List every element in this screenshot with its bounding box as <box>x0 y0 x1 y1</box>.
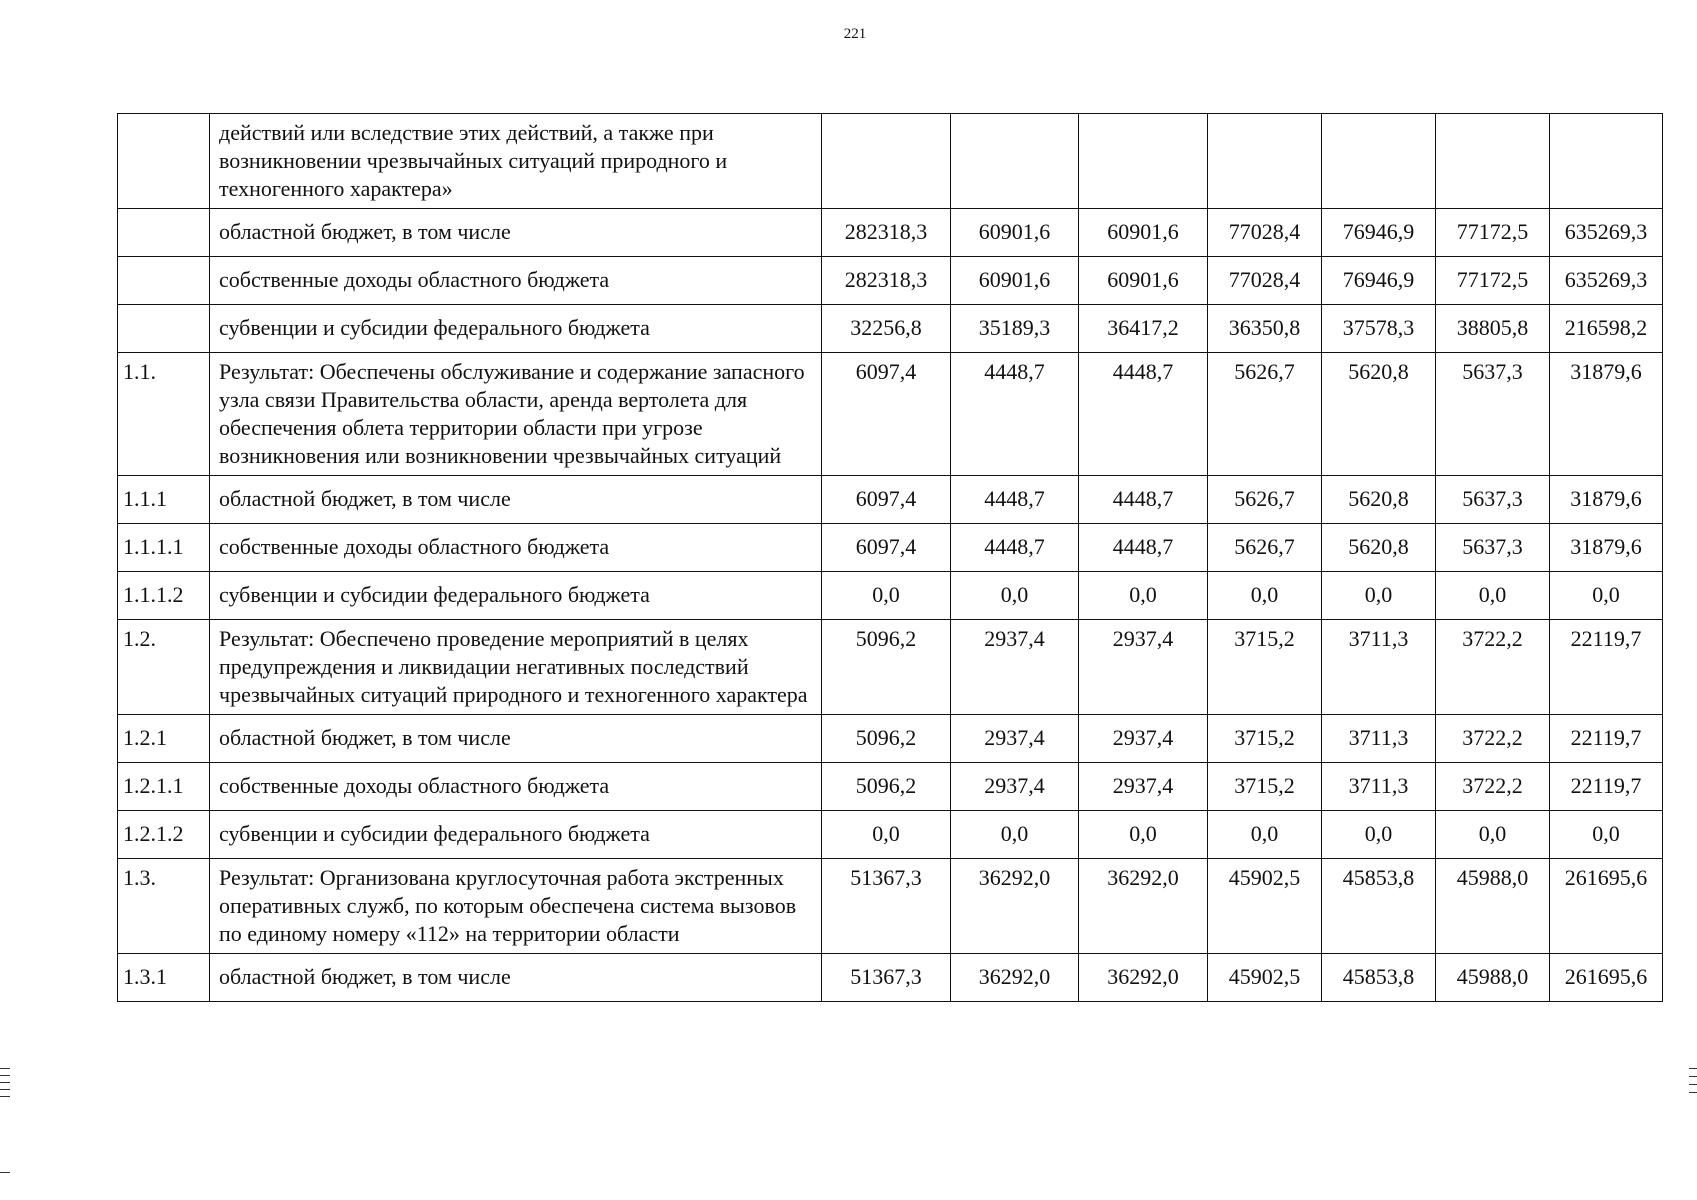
row-value-col-3: 2937,4 <box>1079 763 1208 811</box>
table-row <box>118 620 1663 715</box>
row-value-col-6: 3722,2 <box>1436 715 1550 763</box>
scan-edge-mark <box>0 1075 10 1076</box>
row-value-col-4: 3715,2 <box>1208 715 1322 763</box>
row-value-col-6: 77172,5 <box>1436 257 1550 305</box>
scan-edge-mark <box>1689 1084 1697 1085</box>
row-value-col-6: 0,0 <box>1436 811 1550 859</box>
row-description: областной бюджет, в том числе <box>210 209 822 257</box>
row-value-col-2: 35189,3 <box>951 305 1079 353</box>
table-body <box>118 114 1663 1002</box>
scan-edge-mark <box>1689 1076 1697 1077</box>
row-value-col-4: 3715,2 <box>1208 620 1322 715</box>
row-code: 1.1. <box>118 353 210 476</box>
row-value-col-6: 77172,5 <box>1436 209 1550 257</box>
row-code: 1.2.1.2 <box>118 811 210 859</box>
row-value-col-7: 22119,7 <box>1550 715 1663 763</box>
table-row <box>118 572 1663 620</box>
row-value-col-1: 5096,2 <box>822 620 951 715</box>
row-value-col-7: 635269,3 <box>1550 209 1663 257</box>
row-value-col-2: 60901,6 <box>951 257 1079 305</box>
row-value-col-6 <box>1436 114 1550 209</box>
row-description: субвенции и субсидии федерального бюджета <box>210 305 822 353</box>
row-value-col-7: 635269,3 <box>1550 257 1663 305</box>
scan-edge-mark <box>0 1096 10 1097</box>
row-value-col-2: 2937,4 <box>951 715 1079 763</box>
row-description: собственные доходы областного бюджета <box>210 763 822 811</box>
row-value-col-5: 3711,3 <box>1322 715 1436 763</box>
row-value-col-4: 3715,2 <box>1208 763 1322 811</box>
row-value-col-4: 0,0 <box>1208 811 1322 859</box>
table-row <box>118 353 1663 476</box>
row-value-col-5: 5620,8 <box>1322 353 1436 476</box>
row-value-col-3: 36417,2 <box>1079 305 1208 353</box>
row-description: субвенции и субсидии федерального бюджета <box>210 572 822 620</box>
row-value-col-7: 0,0 <box>1550 811 1663 859</box>
row-value-col-4: 5626,7 <box>1208 353 1322 476</box>
row-value-col-3: 60901,6 <box>1079 209 1208 257</box>
scan-edge-mark <box>0 1089 10 1090</box>
table-row <box>118 257 1663 305</box>
row-value-col-5: 5620,8 <box>1322 524 1436 572</box>
row-value-col-6: 3722,2 <box>1436 763 1550 811</box>
row-value-col-6: 0,0 <box>1436 572 1550 620</box>
row-description: действий или вследствие этих действий, а также при возникновении чрезвычайных ситуаций природного и техногенного характера» <box>210 114 822 209</box>
row-value-col-7: 22119,7 <box>1550 763 1663 811</box>
row-value-col-7: 261695,6 <box>1550 954 1663 1002</box>
row-value-col-3 <box>1079 114 1208 209</box>
row-value-col-1: 5096,2 <box>822 763 951 811</box>
row-value-col-1: 282318,3 <box>822 257 951 305</box>
row-value-col-5: 37578,3 <box>1322 305 1436 353</box>
row-description: собственные доходы областного бюджета <box>210 257 822 305</box>
row-description: собственные доходы областного бюджета <box>210 524 822 572</box>
row-code: 1.1.1.1 <box>118 524 210 572</box>
row-value-col-3: 4448,7 <box>1079 476 1208 524</box>
row-value-col-5: 45853,8 <box>1322 954 1436 1002</box>
table-row <box>118 524 1663 572</box>
scan-edge-mark <box>0 1172 10 1173</box>
row-value-col-2: 0,0 <box>951 572 1079 620</box>
scan-edge-mark <box>1689 1092 1697 1093</box>
scan-edge-mark <box>0 1082 10 1083</box>
row-code: 1.2.1.1 <box>118 763 210 811</box>
row-value-col-7: 261695,6 <box>1550 859 1663 954</box>
row-value-col-7: 31879,6 <box>1550 353 1663 476</box>
row-value-col-2: 36292,0 <box>951 954 1079 1002</box>
table-row <box>118 954 1663 1002</box>
table-row <box>118 763 1663 811</box>
row-value-col-2 <box>951 114 1079 209</box>
row-value-col-3: 4448,7 <box>1079 353 1208 476</box>
row-code <box>118 305 210 353</box>
row-value-col-3: 2937,4 <box>1079 620 1208 715</box>
row-code: 1.1.1 <box>118 476 210 524</box>
row-description: Результат: Обеспечены обслуживание и содержание запасного узла связи Правительства области, аренда вертолета для обеспечения облета территории области при угрозе возникновения или возникновении чрезвычайных ситуаций <box>210 353 822 476</box>
row-value-col-1: 0,0 <box>822 811 951 859</box>
row-value-col-1: 51367,3 <box>822 859 951 954</box>
table-row <box>118 209 1663 257</box>
row-value-col-5: 0,0 <box>1322 811 1436 859</box>
row-value-col-4: 0,0 <box>1208 572 1322 620</box>
row-value-col-3: 36292,0 <box>1079 954 1208 1002</box>
table-row <box>118 811 1663 859</box>
row-value-col-5: 76946,9 <box>1322 257 1436 305</box>
row-value-col-4: 5626,7 <box>1208 524 1322 572</box>
row-code: 1.3. <box>118 859 210 954</box>
row-value-col-1: 6097,4 <box>822 524 951 572</box>
row-value-col-7: 216598,2 <box>1550 305 1663 353</box>
row-value-col-5: 3711,3 <box>1322 763 1436 811</box>
scan-edge-mark <box>1689 1068 1697 1069</box>
row-value-col-5: 5620,8 <box>1322 476 1436 524</box>
row-code: 1.3.1 <box>118 954 210 1002</box>
row-value-col-3: 0,0 <box>1079 572 1208 620</box>
row-value-col-5: 76946,9 <box>1322 209 1436 257</box>
row-value-col-6: 5637,3 <box>1436 476 1550 524</box>
budget-table <box>117 113 1663 1002</box>
row-value-col-6: 5637,3 <box>1436 524 1550 572</box>
row-description: субвенции и субсидии федерального бюджета <box>210 811 822 859</box>
row-value-col-5: 45853,8 <box>1322 859 1436 954</box>
row-value-col-6: 3722,2 <box>1436 620 1550 715</box>
row-description: областной бюджет, в том числе <box>210 954 822 1002</box>
row-value-col-3: 60901,6 <box>1079 257 1208 305</box>
row-code: 1.2.1 <box>118 715 210 763</box>
row-value-col-2: 4448,7 <box>951 353 1079 476</box>
row-value-col-7 <box>1550 114 1663 209</box>
row-value-col-4: 45902,5 <box>1208 859 1322 954</box>
row-value-col-3: 2937,4 <box>1079 715 1208 763</box>
row-description: Результат: Организована круглосуточная работа экстренных оперативных служб, по которым обеспечена система вызовов по единому номеру «112» на территории области <box>210 859 822 954</box>
row-value-col-4: 77028,4 <box>1208 257 1322 305</box>
row-code <box>118 257 210 305</box>
row-code: 1.1.1.2 <box>118 572 210 620</box>
row-value-col-2: 60901,6 <box>951 209 1079 257</box>
row-value-col-1: 0,0 <box>822 572 951 620</box>
row-value-col-1: 282318,3 <box>822 209 951 257</box>
row-value-col-2: 36292,0 <box>951 859 1079 954</box>
row-value-col-2: 2937,4 <box>951 763 1079 811</box>
row-description: областной бюджет, в том числе <box>210 715 822 763</box>
row-code: 1.2. <box>118 620 210 715</box>
row-value-col-4 <box>1208 114 1322 209</box>
row-value-col-7: 0,0 <box>1550 572 1663 620</box>
row-value-col-5: 0,0 <box>1322 572 1436 620</box>
row-description: областной бюджет, в том числе <box>210 476 822 524</box>
row-value-col-1: 6097,4 <box>822 476 951 524</box>
page-number: 221 <box>843 26 867 42</box>
row-value-col-4: 36350,8 <box>1208 305 1322 353</box>
row-value-col-2: 2937,4 <box>951 620 1079 715</box>
row-value-col-6: 38805,8 <box>1436 305 1550 353</box>
row-value-col-2: 0,0 <box>951 811 1079 859</box>
row-description: Результат: Обеспечено проведение мероприятий в целях предупреждения и ликвидации негативных последствий чрезвычайных ситуаций природного и техногенного характера <box>210 620 822 715</box>
row-value-col-6: 45988,0 <box>1436 954 1550 1002</box>
row-value-col-5 <box>1322 114 1436 209</box>
row-value-col-3: 4448,7 <box>1079 524 1208 572</box>
row-value-col-3: 36292,0 <box>1079 859 1208 954</box>
row-value-col-6: 45988,0 <box>1436 859 1550 954</box>
row-value-col-1: 6097,4 <box>822 353 951 476</box>
row-value-col-4: 45902,5 <box>1208 954 1322 1002</box>
row-value-col-6: 5637,3 <box>1436 353 1550 476</box>
row-value-col-1 <box>822 114 951 209</box>
table-row <box>118 476 1663 524</box>
scan-edge-mark <box>0 1068 10 1069</box>
row-value-col-5: 3711,3 <box>1322 620 1436 715</box>
row-value-col-1: 32256,8 <box>822 305 951 353</box>
row-value-col-4: 5626,7 <box>1208 476 1322 524</box>
table-row <box>118 715 1663 763</box>
row-value-col-7: 31879,6 <box>1550 476 1663 524</box>
row-value-col-1: 51367,3 <box>822 954 951 1002</box>
row-value-col-7: 22119,7 <box>1550 620 1663 715</box>
row-code <box>118 114 210 209</box>
table-row <box>118 114 1663 209</box>
row-value-col-2: 4448,7 <box>951 476 1079 524</box>
row-value-col-3: 0,0 <box>1079 811 1208 859</box>
table-row <box>118 305 1663 353</box>
row-value-col-1: 5096,2 <box>822 715 951 763</box>
row-value-col-2: 4448,7 <box>951 524 1079 572</box>
row-code <box>118 209 210 257</box>
row-value-col-4: 77028,4 <box>1208 209 1322 257</box>
row-value-col-7: 31879,6 <box>1550 524 1663 572</box>
table-row <box>118 859 1663 954</box>
